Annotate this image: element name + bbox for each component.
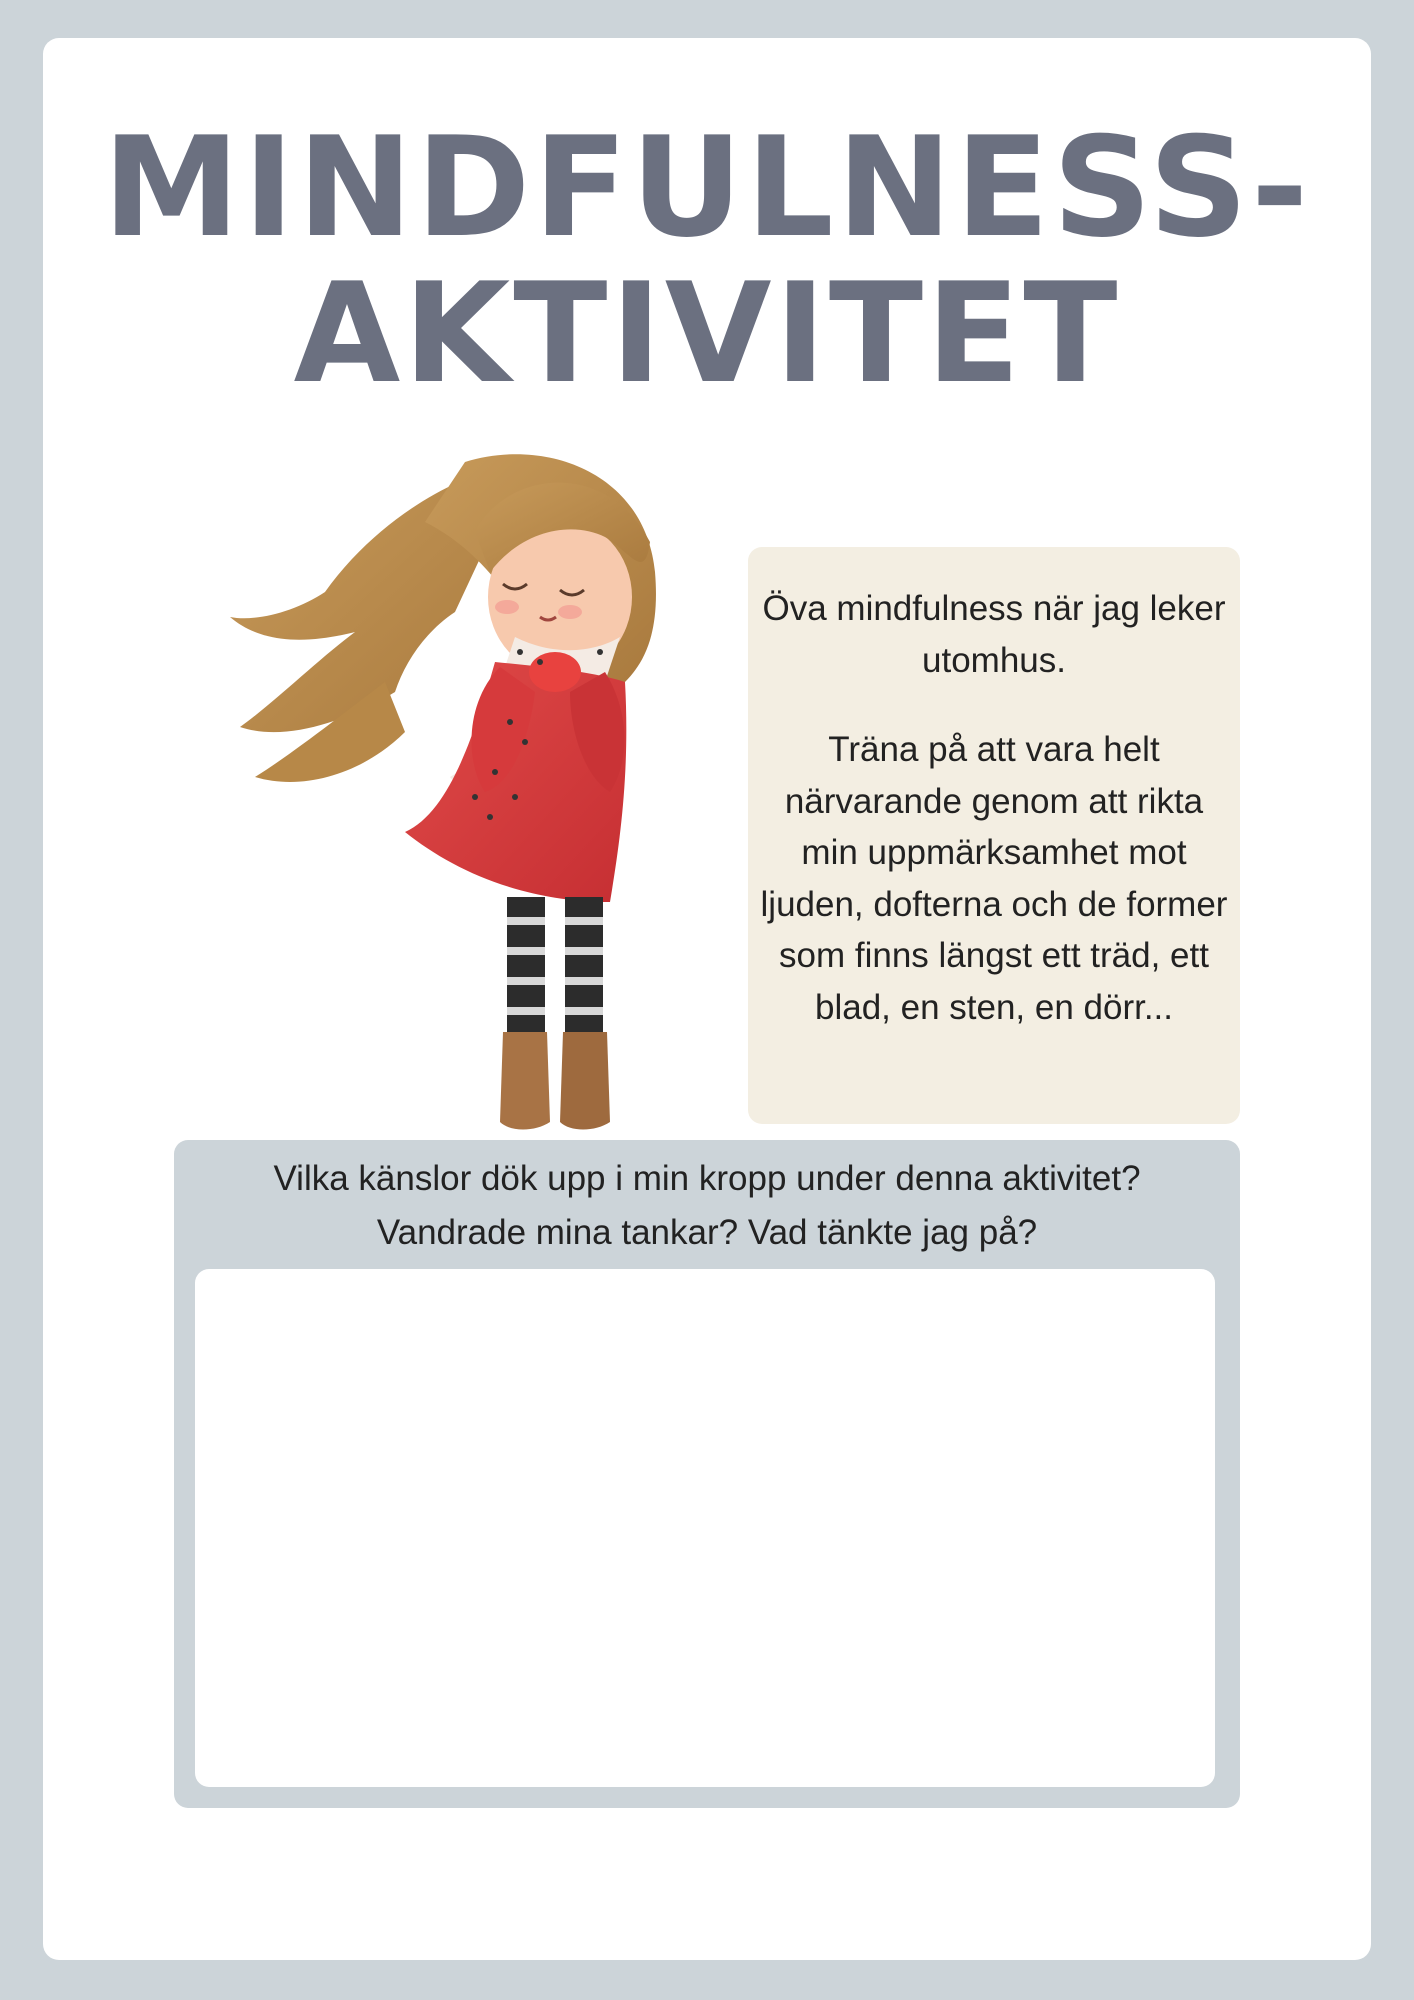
instruction-intro: Öva mindfulness när jag leker utomhus.: [762, 589, 1226, 680]
answer-writing-area[interactable]: [195, 1269, 1215, 1787]
boot-left: [500, 1032, 550, 1130]
reflection-section: [174, 1140, 1240, 1808]
girl-illustration: [225, 432, 675, 1142]
question-line-2: Vandrade mina tankar? Vad tänkte jag på?: [376, 1213, 1038, 1252]
title-line-2: AKTIVITET: [293, 253, 1121, 414]
reflection-question: [174, 1152, 1240, 1260]
instruction-detail: Träna på att vara helt närvarande genom att rikta min uppmärksamhet mot ljuden, dofterna och de former som finns längst ett träd, ett blad, en sten, en dörr...: [760, 730, 1228, 1027]
worksheet-title: [0, 107, 1414, 414]
instruction-box: [748, 547, 1240, 1124]
title-line-1: MINDFULNESS-: [102, 107, 1312, 268]
boot-right: [560, 1032, 610, 1130]
question-line-1: Vilka känslor dök upp i min kropp under denna aktivitet?: [273, 1159, 1141, 1198]
hands: [529, 652, 581, 692]
